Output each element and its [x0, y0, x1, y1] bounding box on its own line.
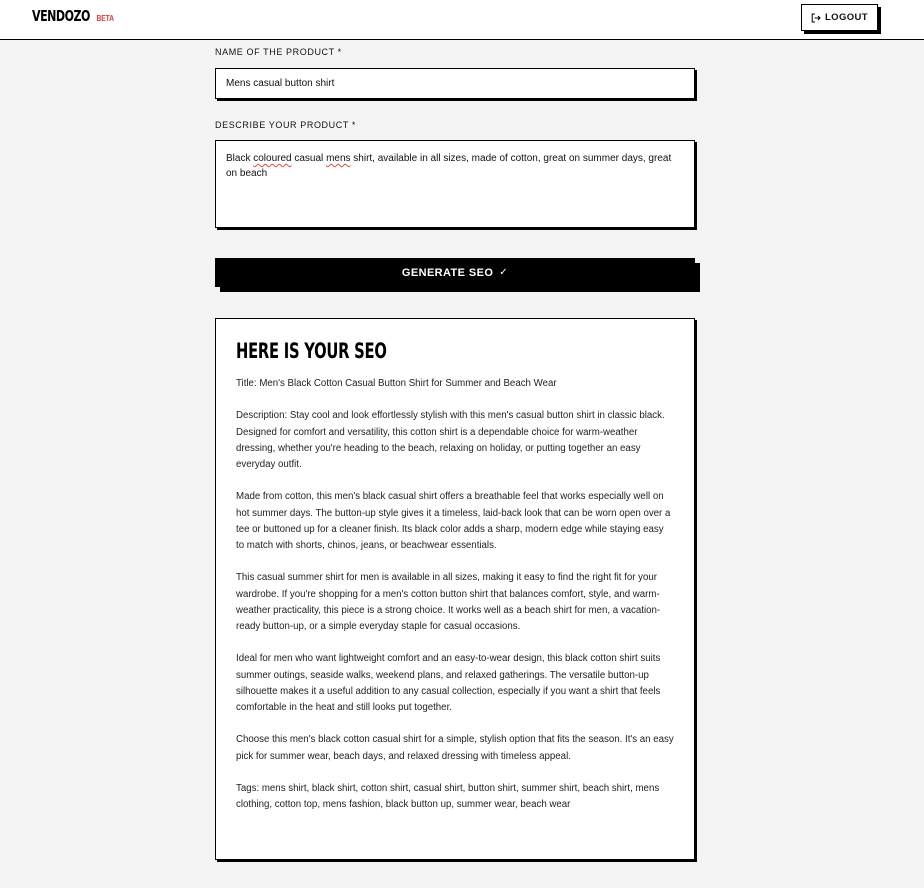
- seo-paragraph: Description: Stay cool and look effortlessly stylish with this men's casual button shirt in classic black. Designed for comfort and versatility, this cotton shirt is a dependable choice for warm-weather dressing, whether you're heading to the beach, relaxing on holiday, or putting together an easy everyday outfit.: [236, 410, 665, 470]
- seo-title: Title: Men's Black Cotton Casual Button Shirt for Summer and Beach Wear: [236, 378, 557, 389]
- top-bar: [0, 0, 924, 40]
- logout-label: LOGOUT: [824, 12, 869, 23]
- seo-paragraph: Ideal for men who want lightweight comfort and an easy-to-wear design, this black cotton shirt suits summer outings, seaside walks, weekend plans, and relaxed gatherings. The versatile button-up silhouette makes it a useful addition to any casual collection, especially if you want a shirt that feels comfortable in the heat and still looks put together.: [236, 653, 661, 713]
- seo-heading: HERE IS YOUR SEO: [236, 339, 387, 363]
- seo-paragraph: This casual summer shirt for men is available in all sizes, making it easy to find the right fit for your wardrobe. If you're shopping for a men's cotton button shirt that balances comfort, style, and warm-weather practicality, this piece is a strong choice. It works well as a beach shirt for men, a vacation-ready button-up, or a simple everyday staple for casual occasions.: [236, 572, 661, 632]
- seo-paragraph: Choose this men's black cotton casual shirt for a simple, stylish option that fits the season. It's an easy pick for summer wear, beach days, and relaxed dressing with timeless appeal.: [236, 734, 674, 762]
- seo-result-card: [215, 318, 695, 860]
- product-description-textarea[interactable]: [215, 140, 695, 228]
- product-description-label: DESCRIBE YOUR PRODUCT *: [215, 120, 356, 130]
- brand-name: VENDOZO: [32, 7, 90, 25]
- description-text-part: shirt, available in all sizes, made of cotton, great on summer days, great on beach: [226, 153, 672, 179]
- generate-seo-label: GENERATE SEO: [401, 266, 494, 279]
- logout-button[interactable]: [801, 4, 878, 31]
- product-name-label: NAME OF THE PRODUCT *: [215, 47, 342, 57]
- description-text-part: casual: [291, 153, 327, 164]
- beta-badge: BETA: [96, 14, 114, 23]
- generate-seo-button[interactable]: [215, 258, 695, 287]
- brand-logo[interactable]: [32, 7, 115, 25]
- seo-tags: Tags: mens shirt, black shirt, cotton shirt, casual shirt, button shirt, summer shirt, beach shirt, mens clothing, cotton top, mens fashion, black button up, summer wear, beach wear: [236, 782, 660, 811]
- logout-icon: [811, 13, 821, 23]
- check-icon: ✓: [499, 267, 509, 278]
- spellcheck-word: mens: [326, 153, 351, 164]
- spellcheck-word: coloured: [253, 153, 292, 164]
- seo-paragraph: Made from cotton, this men's black casual shirt offers a breathable feel that works especially well on hot summer days. The button-up style gives it a timeless, laid-back look that can be worn open over a tee or buttoned up for a cleaner finish. Its black color adds a sharp, modern edge while staying easy to match with shorts, chinos, jeans, or beachwear essentials.: [236, 491, 671, 551]
- product-name-input[interactable]: Mens casual button shirt: [215, 68, 695, 99]
- description-text-part: Black: [226, 153, 254, 164]
